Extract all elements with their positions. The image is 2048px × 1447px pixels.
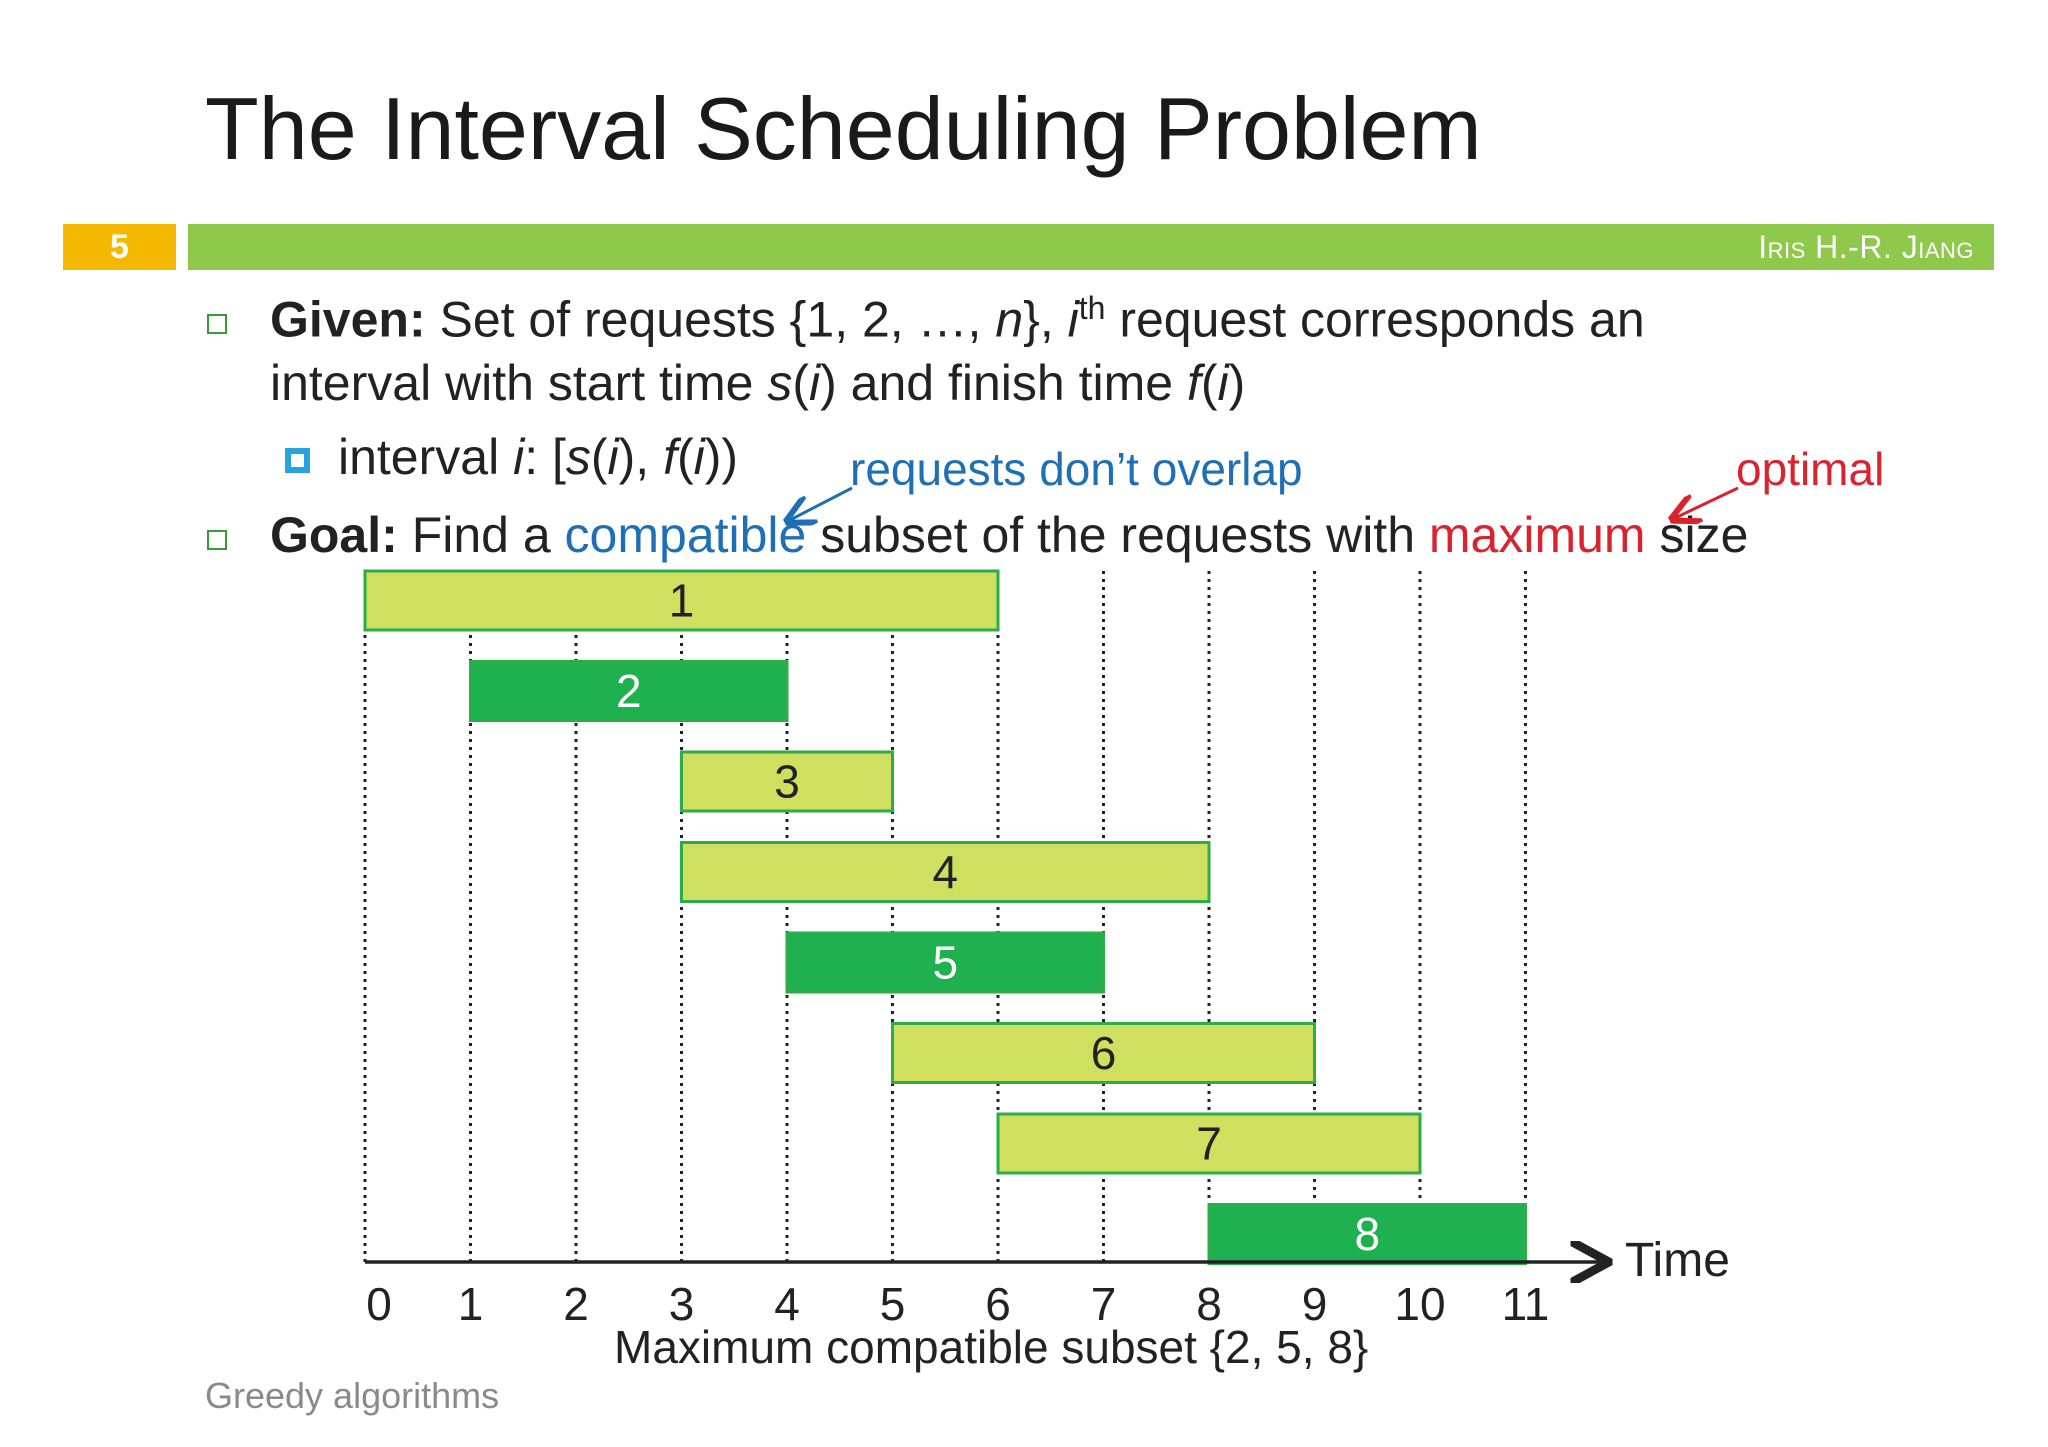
tick-label: 10 xyxy=(1394,1278,1446,1330)
tick-label: 2 xyxy=(563,1278,589,1330)
given-text: s xyxy=(767,355,793,411)
interval-text: )) xyxy=(704,429,739,485)
interval-label-6: 6 xyxy=(1090,1027,1117,1079)
given-text: i xyxy=(1067,291,1079,348)
interval-text: ( xyxy=(676,429,694,485)
interval-text: : [ xyxy=(524,429,566,485)
given-text: Set of requests {1, 2, …, xyxy=(425,291,996,348)
goal-text: size xyxy=(1645,507,1749,563)
tick-label: 0 xyxy=(366,1278,392,1330)
interval-label-4: 4 xyxy=(932,846,959,898)
author-name: Iris H.-R. Jiang xyxy=(1758,229,1974,265)
given-text: i xyxy=(1217,355,1229,411)
interval-label-2: 2 xyxy=(615,665,642,717)
page-number-badge: 5 xyxy=(63,224,176,270)
goal-text: Find a xyxy=(397,507,565,563)
given-text: ( xyxy=(1200,355,1218,411)
interval-text: i xyxy=(693,429,705,485)
goal-maximum: maximum xyxy=(1428,507,1646,563)
interval-label-5: 5 xyxy=(932,936,959,989)
footer-text: Greedy algorithms xyxy=(205,1375,500,1416)
given-text: ( xyxy=(792,355,810,411)
given-text: }, xyxy=(1023,291,1068,348)
tick-label: 4 xyxy=(774,1278,800,1330)
given-text: ) and finish time xyxy=(820,355,1187,411)
given-text: request corresponds an xyxy=(1105,291,1645,348)
interval-label-1: 1 xyxy=(668,574,695,627)
tick-label: 11 xyxy=(1501,1278,1550,1330)
note-requests-dont-overlap: requests don’t overlap xyxy=(850,443,1303,495)
given-text: interval with start time xyxy=(270,355,768,411)
tick-label: 7 xyxy=(1090,1278,1117,1330)
tick-label: 6 xyxy=(985,1278,1011,1330)
interval-text: f xyxy=(663,429,677,485)
given-text: ) xyxy=(1228,355,1246,411)
interval-text: interval xyxy=(338,429,514,485)
tick-label: 8 xyxy=(1196,1278,1222,1330)
goal-text: subset of the requests with xyxy=(806,507,1429,563)
interval-label-7: 7 xyxy=(1196,1117,1222,1170)
goal-label: Goal: xyxy=(270,507,398,563)
tick-label: 5 xyxy=(879,1278,906,1330)
goal-compatible: compatible xyxy=(564,507,807,563)
interval-text: ( xyxy=(590,429,608,485)
interval-label-8: 8 xyxy=(1354,1208,1381,1260)
interval-text: s xyxy=(565,429,591,485)
given-text: i xyxy=(809,355,821,411)
axis-label-time: Time xyxy=(1625,1234,1730,1287)
given-text: th xyxy=(1078,290,1106,326)
interval-bars xyxy=(365,571,1526,1264)
tick-label: 1 xyxy=(457,1278,484,1330)
given-label: Given: xyxy=(270,291,426,348)
given-text: n xyxy=(995,291,1024,348)
interval-text: ), xyxy=(618,429,664,485)
note-optimal: optimal xyxy=(1736,443,1885,495)
tick-label: 9 xyxy=(1301,1278,1328,1330)
interval-text: i xyxy=(607,429,619,485)
chart-caption: Maximum compatible subset {2, 5, 8} xyxy=(614,1321,1369,1373)
given-text: f xyxy=(1186,355,1201,411)
slide-title: The Interval Scheduling Problem xyxy=(205,79,1482,178)
interval-text: i xyxy=(513,429,525,485)
interval-label-3: 3 xyxy=(774,755,800,808)
tick-label: 3 xyxy=(668,1278,695,1330)
